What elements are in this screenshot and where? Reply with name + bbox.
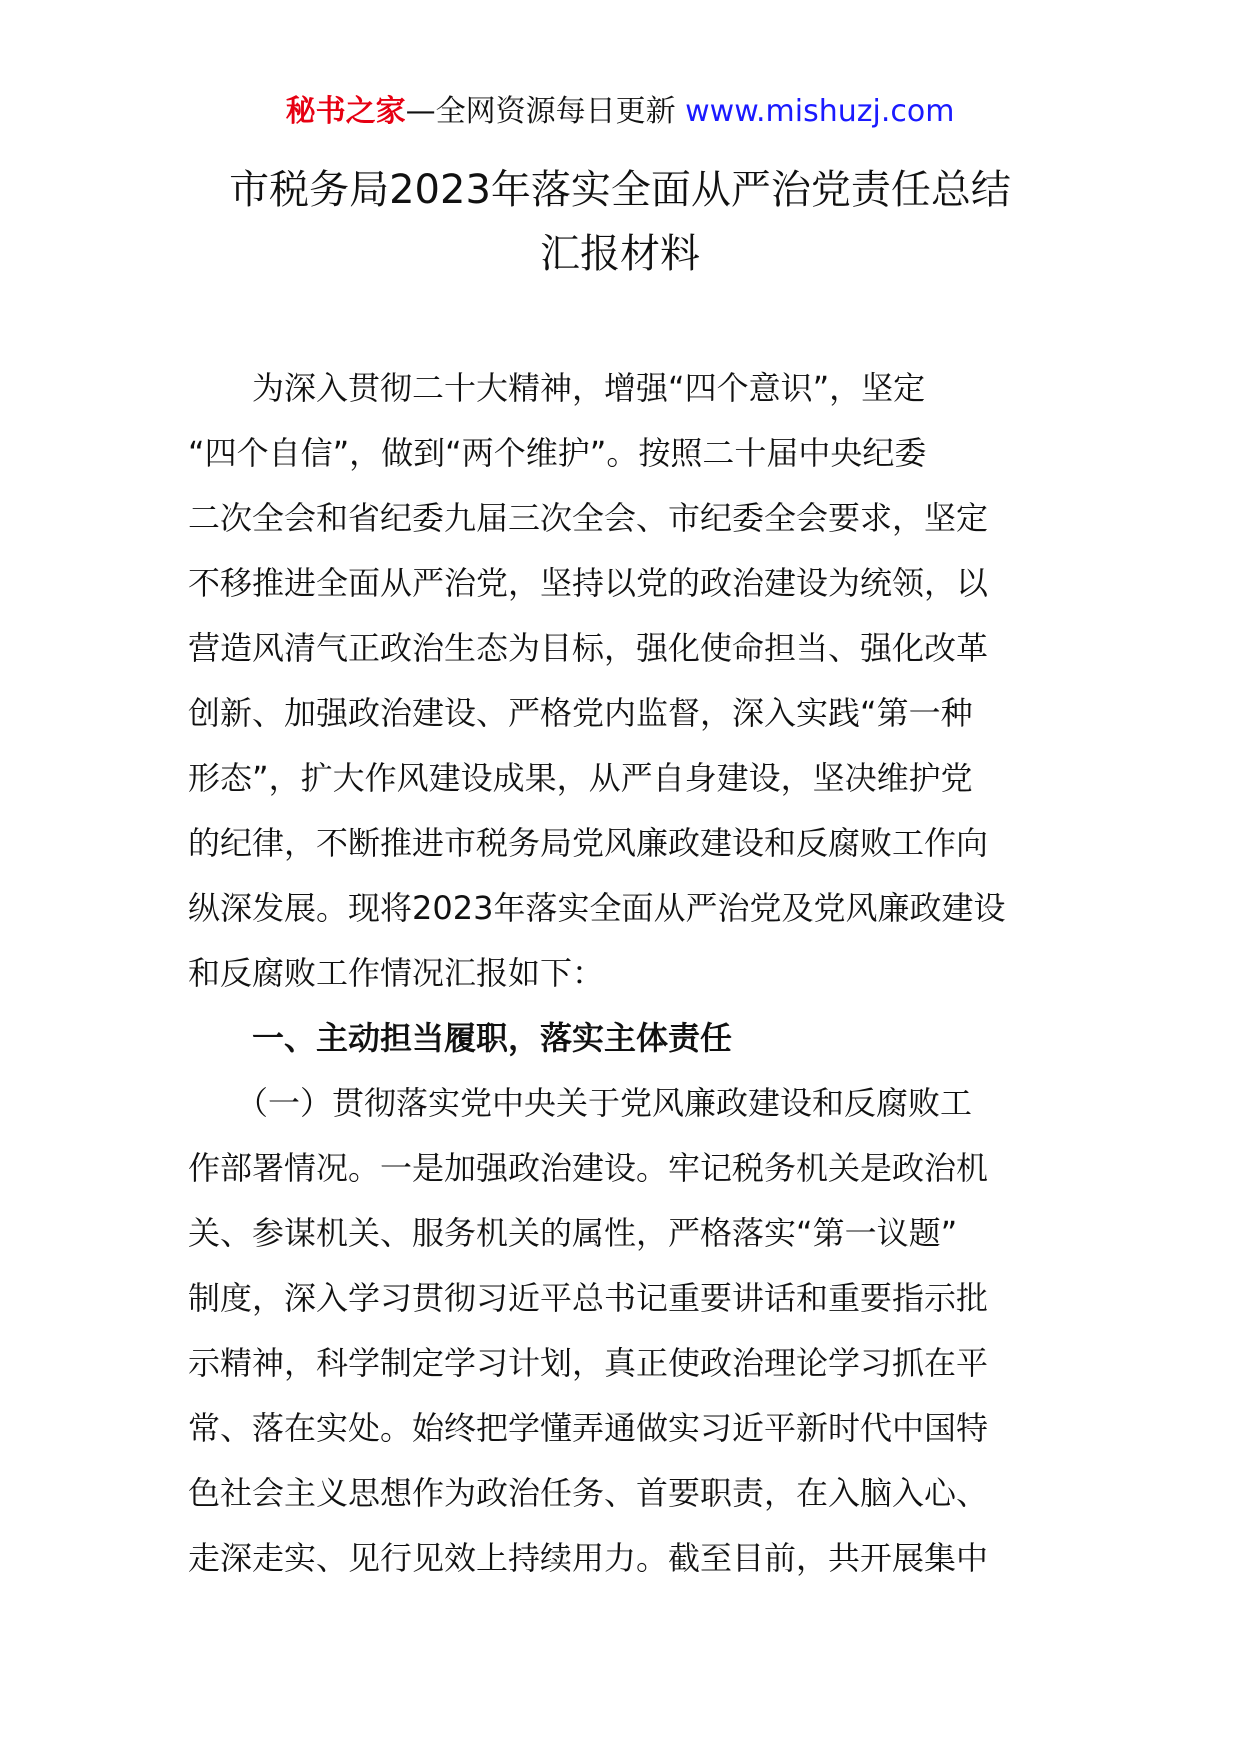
site-tagline: —全网资源每日更新 — [405, 94, 686, 129]
body-text-line: 纵深发展。现将2023年落实全面从严治党及党风廉政建设 — [188, 889, 1006, 927]
document-title-line-1: 市税务局2023年落实全面从严治党责任总结 — [229, 167, 1011, 213]
document-body — [188, 356, 1052, 1591]
body-text-line: 色社会主义思想作为政治任务、首要职责，在入脑入心、 — [188, 1474, 989, 1512]
body-text-line: 作部署情况。一是加强政治建设。牢记税务机关是政治机 — [188, 1149, 989, 1187]
body-text-line: 走深走实、见行见效上持续用力。截至目前，共开展集中 — [188, 1539, 989, 1577]
section-heading: 一、主动担当履职，落实主体责任 — [188, 1019, 733, 1057]
body-text-line: 二次全会和省纪委九届三次全会、市纪委全会要求，坚定 — [188, 499, 989, 537]
body-text-line: 和反腐败工作情况汇报如下： — [188, 954, 605, 992]
site-brand: 秘书之家 — [285, 94, 406, 129]
site-url[interactable]: www.mishuzj.com — [685, 94, 955, 129]
body-text-line: 不移推进全面从严治党，坚持以党的政治建设为统领，以 — [188, 564, 989, 602]
document-title-line-2: 汇报材料 — [540, 231, 700, 277]
body-text-line: 制度，深入学习贯彻习近平总书记重要讲话和重要指示批 — [188, 1279, 989, 1317]
body-text-line: “四个自信”，做到“两个维护”。按照二十届中央纪委 — [188, 434, 927, 472]
body-text-line: 为深入贯彻二十大精神，增强“四个意识”，坚定 — [188, 369, 926, 407]
site-header — [0, 92, 1240, 132]
body-text-line: 营造风清气正政治生态为目标，强化使命担当、强化改革 — [188, 629, 989, 667]
body-text-line: 创新、加强政治建设、严格党内监督，深入实践“第一种 — [188, 694, 973, 732]
body-text-line: 示精神，科学制定学习计划，真正使政治理论学习抓在平 — [188, 1344, 989, 1382]
document-title — [0, 158, 1240, 286]
body-text-line: 的纪律，不断推进市税务局党风廉政建设和反腐败工作向 — [188, 824, 989, 862]
body-text-line: （一）贯彻落实党中央关于党风廉政建设和反腐败工 — [188, 1084, 973, 1122]
body-text-line: 常、落在实处。始终把学懂弄通做实习近平新时代中国特 — [188, 1409, 989, 1447]
body-text-line: 形态”，扩大作风建设成果，从严自身建设，坚决维护党 — [188, 759, 973, 797]
body-text-line: 关、参谋机关、服务机关的属性，严格落实“第一议题” — [188, 1214, 958, 1252]
